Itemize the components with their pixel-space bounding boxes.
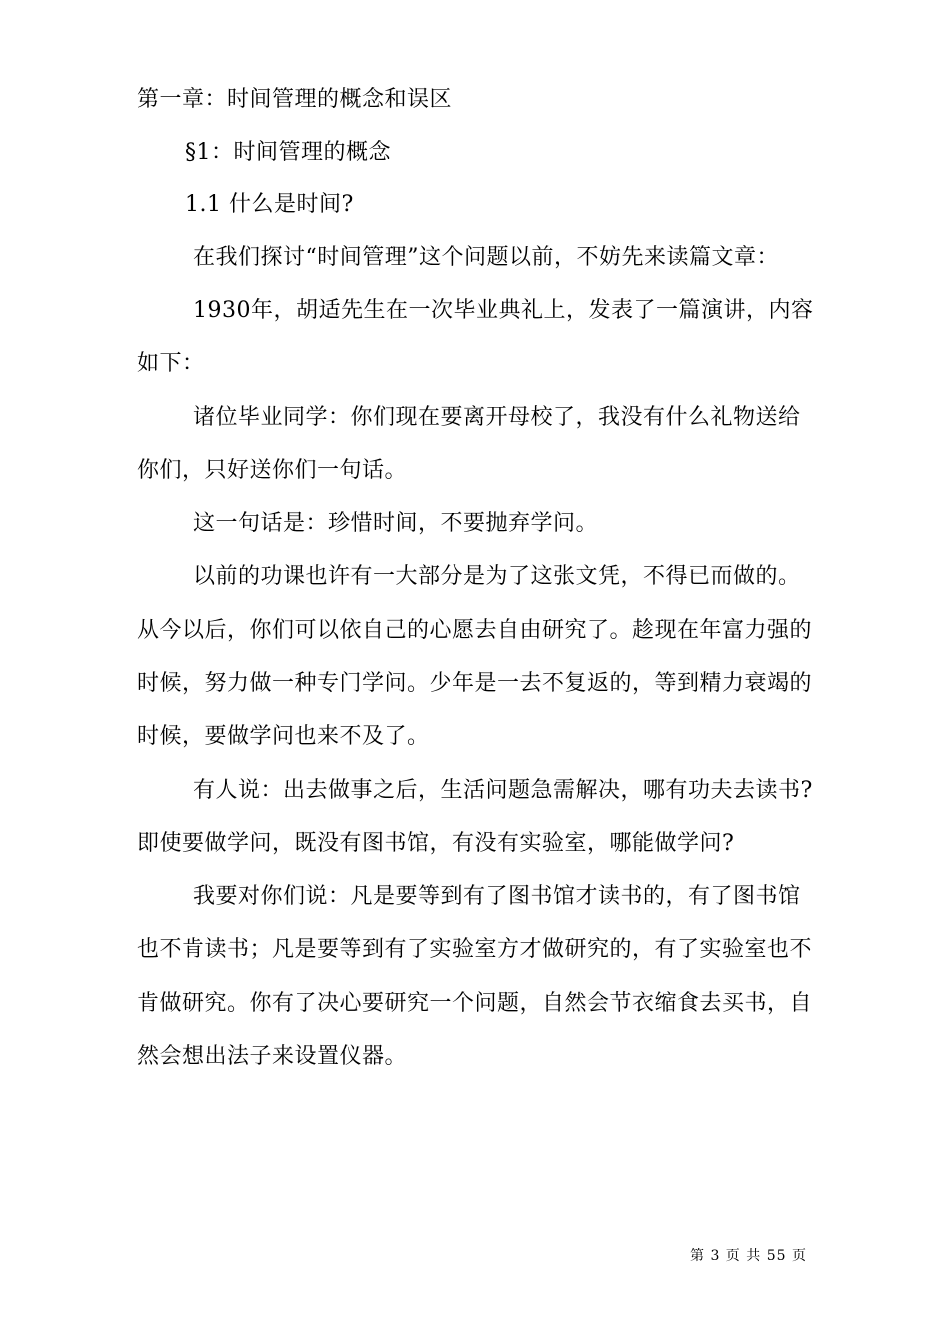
- paragraph-line: 有人说：出去做事之后，生活问题急需解决，哪有功夫去读书?: [193, 778, 813, 803]
- paragraph-line: 如下：: [137, 351, 205, 376]
- chapter-title: 第一章：时间管理的概念和误区: [137, 87, 453, 112]
- page-number-footer: 第 3 页 共 55 页: [690, 1248, 807, 1264]
- paragraph-line: 肯做研究。你有了决心要研究一个问题，自然会节衣缩食去买书，自: [137, 991, 813, 1016]
- paragraph-line: 你们，只好送你们一句话。: [137, 458, 408, 483]
- paragraph-line: 然会想出法子来设置仪器。: [137, 1044, 408, 1069]
- paragraph-line: 也不肯读书；凡是要等到有了实验室方才做研究的，有了实验室也不: [137, 937, 813, 962]
- paragraph-line: 诸位毕业同学：你们现在要离开母校了，我没有什么礼物送给: [193, 405, 801, 430]
- subsection-title: 1.1 什么是时间?: [185, 192, 354, 217]
- paragraph-line: 时候，努力做一种专门学问。少年是一去不复返的，等到精力衰竭的: [137, 671, 813, 696]
- paragraph-line: 我要对你们说：凡是要等到有了图书馆才读书的，有了图书馆: [193, 884, 801, 909]
- paragraph-line: 以前的功课也许有一大部分是为了这张文凭，不得已而做的。: [193, 564, 801, 589]
- paragraph-line: 时候，要做学问也来不及了。: [137, 724, 430, 749]
- paragraph-line: 从今以后，你们可以依自己的心愿去自由研究了。趁现在年富力强的: [137, 618, 813, 643]
- section-title: §1：时间管理的概念: [185, 140, 391, 165]
- paragraph-line: 即使要做学问，既没有图书馆，有没有实验室，哪能做学问?: [137, 831, 735, 856]
- paragraph-line: 1930年，胡适先生在一次毕业典礼上，发表了一篇演讲，内容: [193, 298, 814, 323]
- paragraph-line: 在我们探讨“时间管理”这个问题以前，不妨先来读篇文章：: [193, 245, 779, 270]
- paragraph-line: 这一句话是：珍惜时间，不要抛弃学问。: [193, 511, 599, 536]
